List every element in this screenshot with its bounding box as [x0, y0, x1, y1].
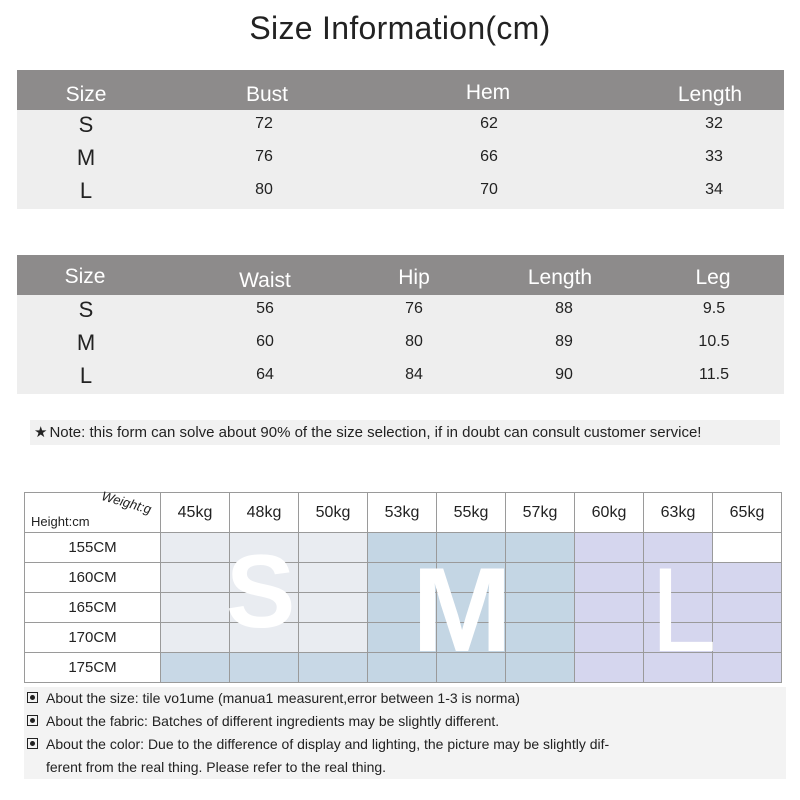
height-weight-chart: [24, 488, 782, 683]
header-waist: Waist: [239, 269, 291, 292]
info-color-text-cont: ferent from the real thing. Please refer to the real thing.: [46, 759, 387, 775]
size-cell: L: [79, 363, 93, 388]
size-zone-cell: [506, 593, 575, 623]
height-label: 165CM: [25, 593, 161, 623]
top-size-table: [17, 70, 784, 209]
header-length: Length: [527, 266, 593, 289]
size-zone-cell: [506, 563, 575, 593]
waist-cell: 64: [256, 366, 274, 383]
height-axis-label: Height:cm: [31, 514, 90, 529]
size-zone-cell: [506, 623, 575, 653]
size-zone-cell: [575, 563, 644, 593]
weight-axis-label: Weight:g: [99, 488, 154, 517]
size-zone-cell: [644, 623, 713, 653]
table-row: [17, 143, 784, 176]
page-title: Size Information(cm): [249, 10, 551, 46]
size-zone-cell: [713, 653, 782, 683]
size-zone-cell: [437, 563, 506, 593]
length-cell: 90: [555, 366, 573, 383]
leg-cell: 9.5: [702, 300, 726, 317]
table-row: [17, 361, 784, 394]
weight-header-row: [25, 493, 782, 533]
waist-cell: 60: [256, 333, 274, 350]
bottom-table-body: [17, 295, 784, 394]
size-zone-cell: [713, 623, 782, 653]
leg-cell: 10.5: [698, 333, 730, 350]
weight-header: 53kg: [368, 493, 437, 533]
size-zone-cell: [368, 533, 437, 563]
size-zone-cell: [161, 653, 230, 683]
length-cell: 34: [705, 181, 723, 198]
size-cell: S: [78, 297, 94, 322]
size-cell: S: [78, 112, 94, 137]
size-zone-cell: [506, 653, 575, 683]
weight-header: 65kg: [713, 493, 782, 533]
weight-header: 50kg: [299, 493, 368, 533]
size-zone-cell: [161, 533, 230, 563]
hip-cell: 80: [405, 333, 423, 350]
weight-header: 57kg: [506, 493, 575, 533]
size-zone-cell: [299, 563, 368, 593]
size-note: [30, 420, 780, 445]
size-zone-cell: [437, 653, 506, 683]
info-size-line: [24, 687, 786, 710]
chart-corner: [25, 488, 161, 533]
hem-cell: 70: [480, 181, 498, 198]
size-zone-cell: [368, 653, 437, 683]
bullet-icon: [27, 692, 38, 703]
size-letter-s: S: [226, 534, 296, 650]
size-zone-cell: [230, 653, 299, 683]
header-bust: Bust: [245, 83, 289, 106]
chart-row: [25, 563, 782, 593]
star-icon: ★: [34, 424, 48, 441]
header-leg: Leg: [695, 266, 731, 289]
chart-row: [25, 533, 782, 563]
size-zone-cell: [299, 653, 368, 683]
size-zone-cell: [299, 623, 368, 653]
length-cell: 89: [555, 333, 573, 350]
info-color-line-cont: [24, 756, 786, 779]
size-zone-cell: [644, 533, 713, 563]
size-zone-cell: [368, 563, 437, 593]
bust-cell: 80: [255, 181, 273, 198]
length-cell: 88: [555, 300, 573, 317]
size-zone-cell: [161, 593, 230, 623]
length-cell: 32: [705, 115, 723, 132]
weight-header: 60kg: [575, 493, 644, 533]
size-zone-cell: [299, 533, 368, 563]
size-zone-cell: [437, 623, 506, 653]
length-cell: 33: [705, 148, 723, 165]
waist-cell: 56: [256, 300, 274, 317]
table-row: [17, 295, 784, 328]
height-label: 160CM: [25, 563, 161, 593]
hem-cell: 66: [480, 148, 498, 165]
size-letter-m: M: [412, 543, 512, 677]
size-zone-cell: [644, 653, 713, 683]
size-letter-l: L: [650, 543, 717, 677]
size-zone-cell: [161, 623, 230, 653]
weight-header: 45kg: [161, 493, 230, 533]
size-zone-cell: [299, 593, 368, 623]
header-hip: Hip: [398, 266, 430, 289]
table-row: [17, 328, 784, 361]
table-row: [17, 110, 784, 143]
weight-header: 55kg: [437, 493, 506, 533]
product-info: [24, 687, 786, 779]
size-zone-cell: [644, 563, 713, 593]
chart-row: [25, 653, 782, 683]
size-zone-cell: [506, 533, 575, 563]
hip-cell: 84: [405, 366, 423, 383]
chart-row: [25, 593, 782, 623]
size-zone-cell: [644, 593, 713, 623]
bullet-icon: [27, 738, 38, 749]
size-zone-cell: [230, 533, 299, 563]
bottom-table-header: [17, 255, 784, 295]
size-zone-cell: [161, 563, 230, 593]
weight-header: 48kg: [230, 493, 299, 533]
size-zone-cell: [437, 533, 506, 563]
size-zone-cell: [230, 563, 299, 593]
bust-cell: 76: [255, 148, 273, 165]
header-length: Length: [677, 83, 743, 106]
size-zone-cell: [575, 593, 644, 623]
hem-cell: 62: [480, 115, 498, 132]
top-table-body: [17, 110, 784, 209]
info-color-line: [24, 733, 786, 756]
info-fabric-text: About the fabric: Batches of different ingredients may be slightly different.: [46, 713, 500, 729]
size-zone-cell: [575, 653, 644, 683]
bottom-size-table: [17, 255, 784, 394]
info-color-text: About the color: Due to the difference of display and lighting, the picture may be slightly dif-: [46, 736, 610, 752]
size-zone-cell: [713, 533, 782, 563]
bullet-icon: [27, 715, 38, 726]
header-hem: Hem: [465, 81, 511, 104]
info-size-text: About the size: tile vo1ume (manua1 measurent,error between 1-3 is norma): [46, 690, 520, 706]
header-size: Size: [64, 265, 106, 288]
size-zone-cell: [713, 563, 782, 593]
top-table-header: [17, 70, 784, 110]
size-zone-cell: [230, 623, 299, 653]
size-zone-cell: [230, 593, 299, 623]
weight-header: 63kg: [644, 493, 713, 533]
size-cell: M: [76, 145, 96, 170]
bust-cell: 72: [255, 115, 273, 132]
note-text: Note: this form can solve about 90% of the size selection, if in doubt can consult customer service!: [49, 424, 702, 441]
size-zone-cell: [713, 593, 782, 623]
height-label: 170CM: [25, 623, 161, 653]
size-zone-cell: [368, 593, 437, 623]
size-zone-cell: [437, 593, 506, 623]
leg-cell: 11.5: [699, 366, 729, 383]
size-zone-cell: [368, 623, 437, 653]
size-cell: M: [76, 330, 96, 355]
hip-cell: 76: [405, 300, 423, 317]
size-cell: L: [79, 178, 93, 203]
chart-row: [25, 623, 782, 653]
table-row: [17, 176, 784, 209]
height-label: 175CM: [25, 653, 161, 683]
size-zone-cell: [575, 623, 644, 653]
header-size: Size: [65, 83, 107, 106]
info-fabric-line: [24, 710, 786, 733]
height-label: 155CM: [25, 533, 161, 563]
size-zone-cell: [575, 533, 644, 563]
